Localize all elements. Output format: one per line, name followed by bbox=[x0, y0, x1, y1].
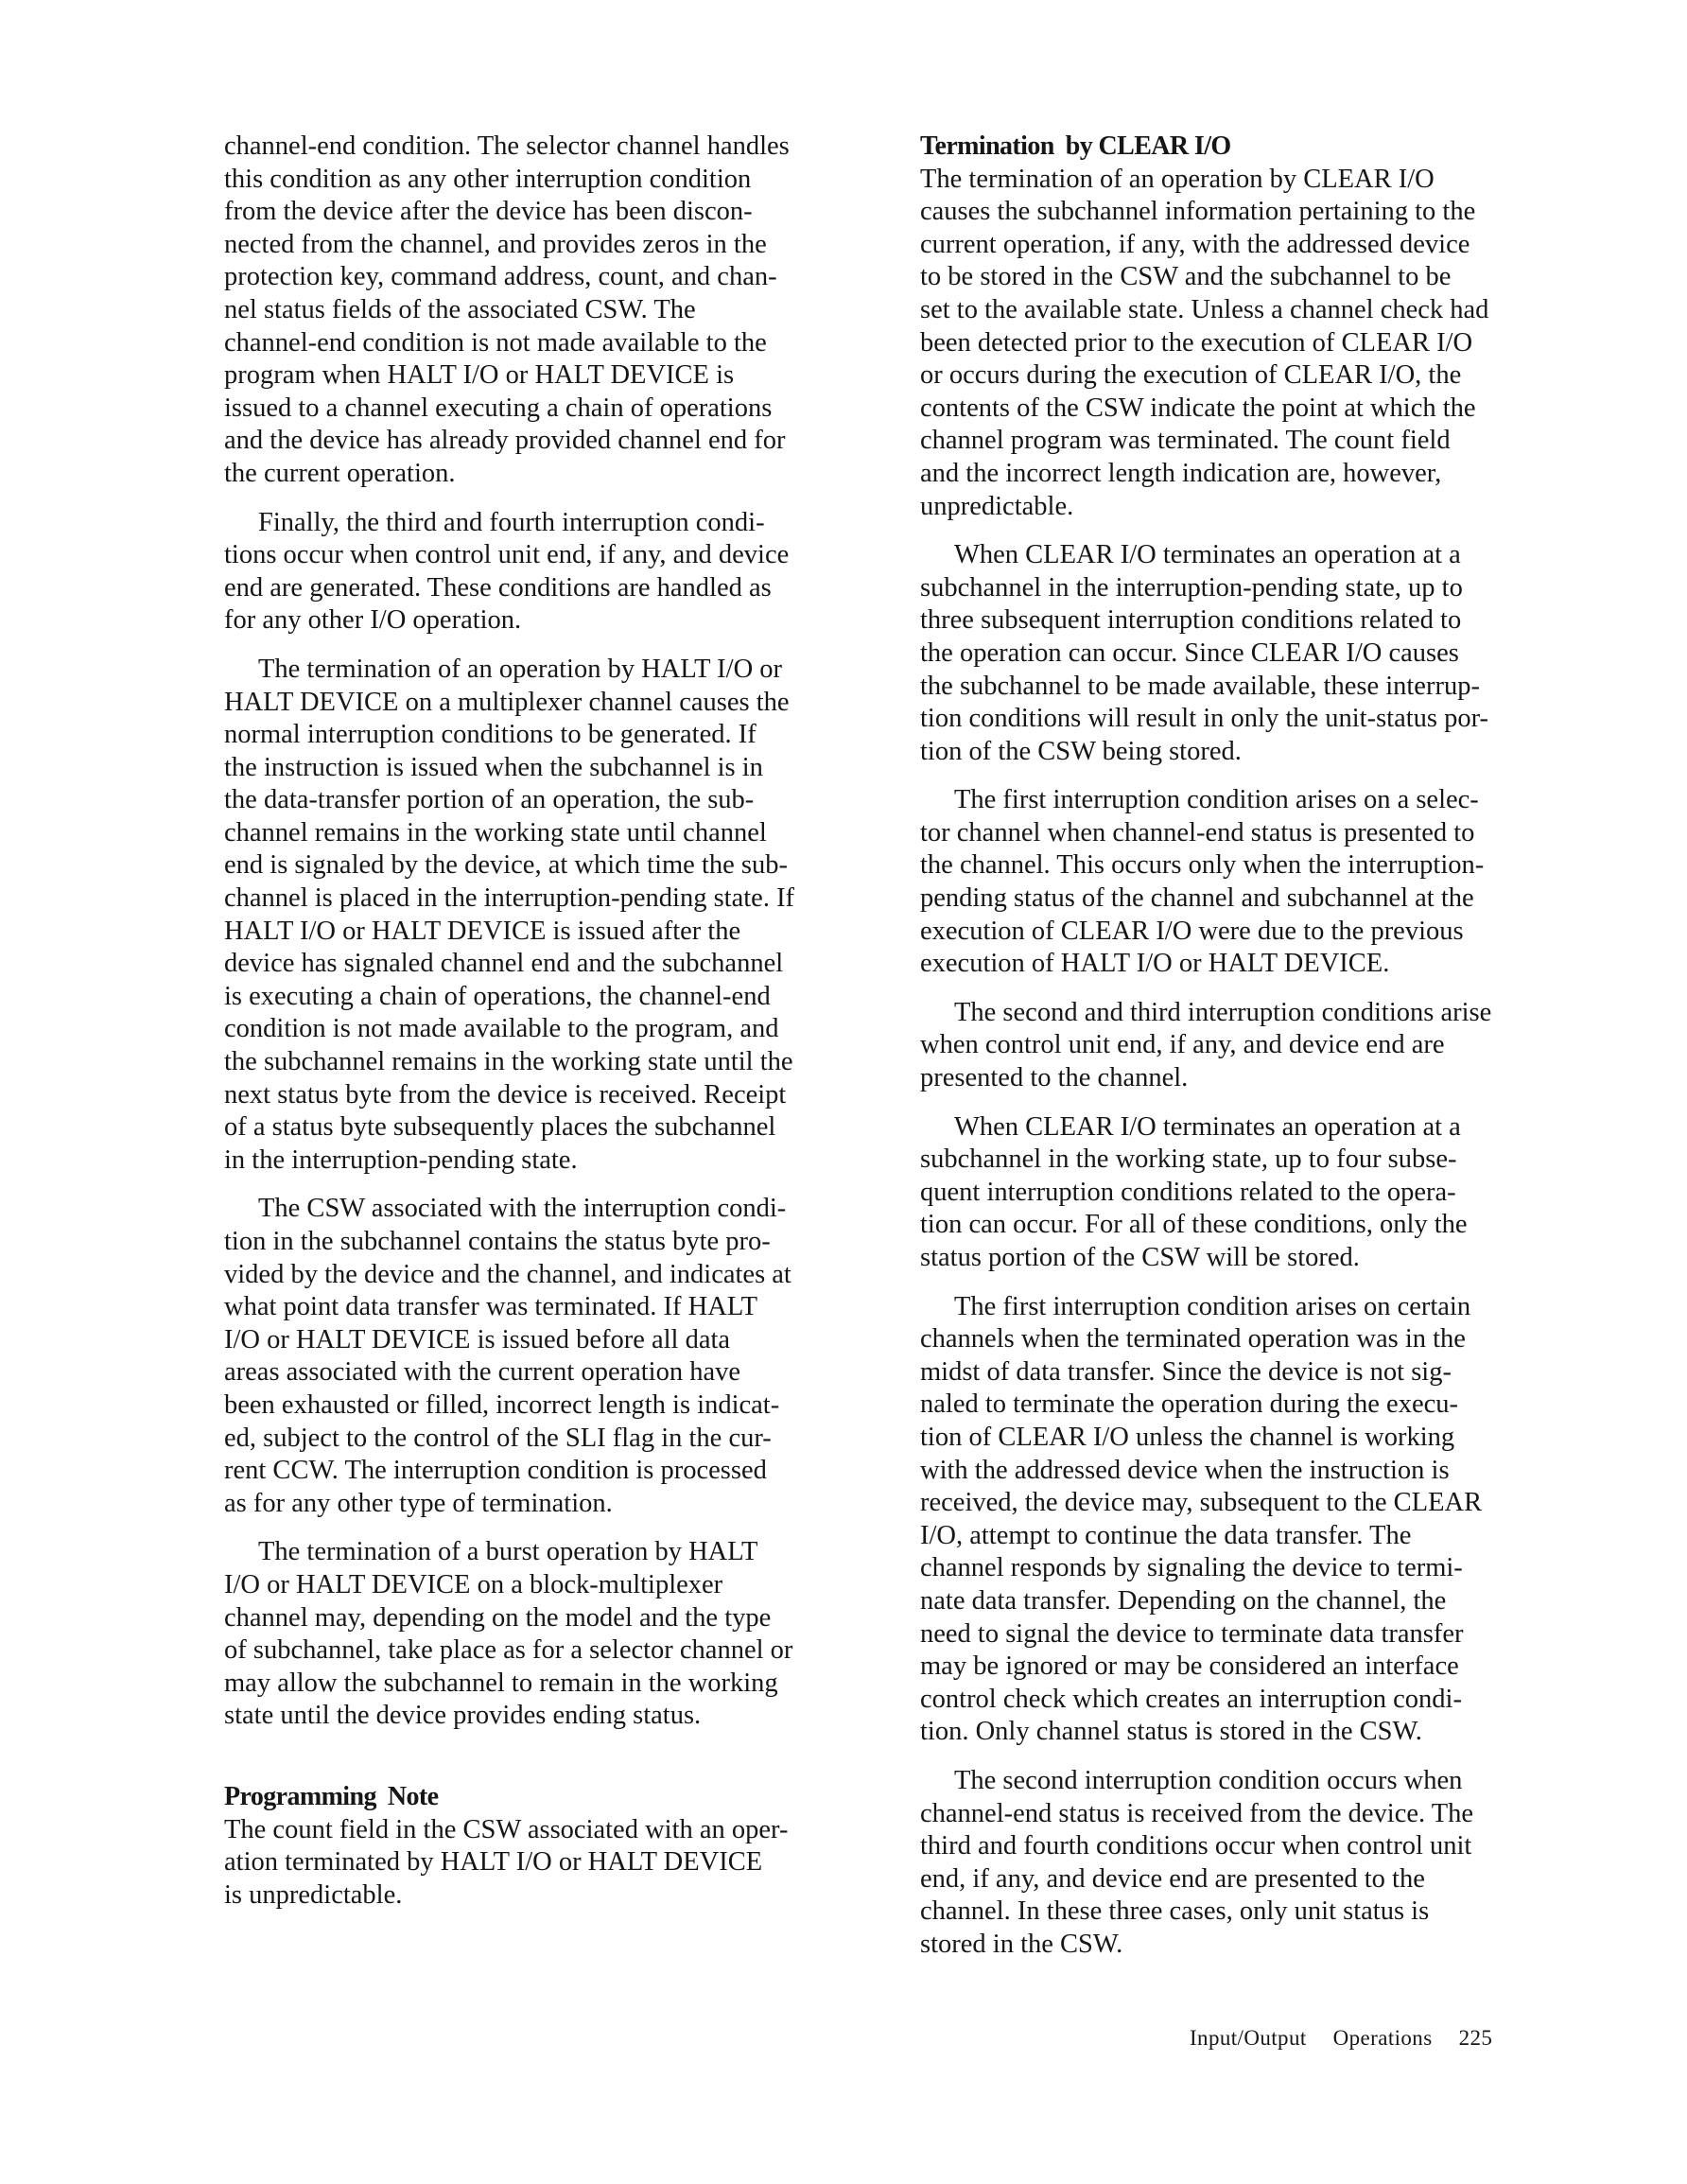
text-line: status portion of the CSW will be stored. bbox=[920, 1243, 1360, 1272]
text-line: been detected prior to the execution of CLEAR I/O bbox=[920, 327, 1473, 358]
text-line: When CLEAR I/O terminates an operation at a bbox=[954, 1111, 1461, 1142]
text-line: channel-end condition is not made available to the bbox=[224, 327, 767, 358]
text-line: current operation, if any, with the addressed device bbox=[920, 229, 1470, 259]
text-line: The second interruption condition occurs when bbox=[954, 1765, 1463, 1795]
text-line: set to the available state. Unless a channel check had bbox=[920, 294, 1489, 324]
text-line: three subsequent interruption conditions related to bbox=[920, 605, 1462, 636]
text-line: the data-transfer portion of an operation, the sub- bbox=[224, 785, 755, 815]
paragraph bbox=[224, 654, 856, 1178]
page-footer bbox=[1190, 2026, 1492, 2051]
text-line: nected from the channel, and provides zeros in the bbox=[224, 229, 767, 259]
text-line: condition is not made available to the program, and bbox=[224, 1014, 779, 1044]
paragraph bbox=[224, 1536, 856, 1733]
text-line: channels when the terminated operation was in the bbox=[920, 1324, 1466, 1354]
text-line: may allow the subchannel to remain in the working bbox=[224, 1668, 778, 1698]
text-line: next status byte from the device is received. Receipt bbox=[224, 1079, 787, 1109]
paragraph bbox=[920, 1765, 1552, 1962]
text-line: channel-end condition. The selector channel handles bbox=[224, 131, 790, 161]
text-line: tion of the CSW being stored. bbox=[920, 736, 1242, 766]
text-line: I/O or HALT DEVICE on a block-multiplexer bbox=[224, 1569, 723, 1599]
text-line: normal interruption conditions to be generated. If bbox=[224, 720, 757, 750]
paragraph bbox=[920, 1291, 1552, 1749]
text-line: as for any other type of termination. bbox=[224, 1488, 613, 1518]
text-line: the current operation. bbox=[224, 458, 456, 488]
text-line: ation terminated by HALT I/O or HALT DEVICE bbox=[224, 1847, 763, 1878]
text-line: tion in the subchannel contains the status byte pro- bbox=[224, 1227, 771, 1256]
text-line: vided by the device and the channel, and indicates at bbox=[224, 1259, 791, 1289]
text-line: quent interruption conditions related to the opera- bbox=[920, 1177, 1456, 1207]
text-line: channel-end status is received from the device. The bbox=[920, 1798, 1474, 1828]
paragraph bbox=[920, 1111, 1552, 1275]
text-line: tion. Only channel status is stored in the CSW. bbox=[920, 1717, 1422, 1747]
text-line: third and fourth conditions occur when control unit bbox=[920, 1831, 1472, 1861]
text-line: state until the device provides ending status. bbox=[224, 1701, 702, 1731]
text-line: the operation can occur. Since CLEAR I/O causes bbox=[920, 638, 1459, 668]
text-line: tion can occur. For all of these conditions, only the bbox=[920, 1210, 1468, 1240]
text-line: I/O, attempt to continue the data transfer. The bbox=[920, 1520, 1412, 1550]
text-line: areas associated with the current operation have bbox=[224, 1357, 741, 1388]
text-line: tions occur when control unit end, if any, and device bbox=[224, 540, 790, 570]
text-line: of subchannel, take place as for a selector channel or bbox=[224, 1635, 793, 1666]
text-line: presented to the channel. bbox=[920, 1063, 1189, 1093]
text-line: is unpredictable. bbox=[224, 1879, 403, 1910]
text-line: in the interruption-pending state. bbox=[224, 1144, 578, 1175]
text-line: pending status of the channel and subchannel at the bbox=[920, 883, 1474, 914]
paragraph bbox=[920, 784, 1552, 981]
footer-section-title-part1: Input/Output bbox=[1190, 2026, 1307, 2050]
text-line: what point data transfer was terminated. If HALT bbox=[224, 1292, 758, 1322]
text-line: subchannel in the interruption-pending state, up to bbox=[920, 572, 1463, 603]
text-line: the instruction is issued when the subchannel is in bbox=[224, 752, 763, 782]
text-line: channel is placed in the interruption-pending state. If bbox=[224, 883, 795, 914]
section-heading-part2: by CLEAR I/O bbox=[1065, 131, 1231, 161]
left-column bbox=[224, 131, 856, 1928]
text-line: The termination of an operation by HALT I/O or bbox=[258, 654, 783, 684]
text-line: channel remains in the working state until channel bbox=[224, 817, 767, 847]
text-line: The first interruption condition arises on certain bbox=[954, 1291, 1471, 1321]
text-line: for any other I/O operation. bbox=[224, 605, 522, 636]
text-line: program when HALT I/O or HALT DEVICE is bbox=[224, 360, 735, 391]
text-line: rent CCW. The interruption condition is processed bbox=[224, 1456, 767, 1486]
text-line: tion of CLEAR I/O unless the channel is working bbox=[920, 1422, 1455, 1452]
text-line: tion conditions will result in only the unit-status por- bbox=[920, 704, 1489, 734]
text-line: HALT DEVICE on a multiplexer channel causes the bbox=[224, 687, 790, 717]
text-line: this condition as any other interruption condition bbox=[224, 164, 752, 194]
text-line: from the device after the device has been discon- bbox=[224, 197, 753, 227]
page-number: 225 bbox=[1458, 2026, 1493, 2050]
text-line: stored in the CSW. bbox=[920, 1929, 1123, 1959]
text-line: unpredictable. bbox=[920, 491, 1074, 521]
text-line: The count field in the CSW associated with an oper- bbox=[224, 1814, 789, 1844]
text-line: end, if any, and device end are presented to the bbox=[920, 1863, 1425, 1894]
programming-note-heading-part2: Note bbox=[387, 1781, 439, 1811]
text-line: HALT I/O or HALT DEVICE is issued after the bbox=[224, 916, 741, 946]
text-line: execution of CLEAR I/O were due to the previous bbox=[920, 916, 1464, 946]
section-heading-part1: Termination bbox=[920, 131, 1054, 161]
text-line: protection key, command address, count, and chan- bbox=[224, 262, 777, 292]
right-column bbox=[920, 131, 1552, 1977]
text-line: The first interruption condition arises on a selec- bbox=[954, 785, 1479, 815]
text-line: ed, subject to the control of the SLI flag in the cur- bbox=[224, 1423, 772, 1453]
paragraph bbox=[224, 131, 856, 491]
text-line: channel program was terminated. The count field bbox=[920, 426, 1451, 456]
text-line: the channel. This occurs only when the interruption- bbox=[920, 850, 1485, 881]
text-line: When CLEAR I/O terminates an operation at a bbox=[954, 540, 1461, 570]
text-line: tor channel when channel-end status is presented to bbox=[920, 817, 1475, 847]
text-line: channel. In these three cases, only unit status is bbox=[920, 1896, 1430, 1927]
text-line: naled to terminate the operation during the execu- bbox=[920, 1389, 1458, 1420]
text-line: device has signaled channel end and the subchannel bbox=[224, 949, 784, 979]
section-heading bbox=[920, 131, 1552, 164]
text-line: been exhausted or filled, incorrect length is indicat- bbox=[224, 1389, 780, 1420]
section-spacer bbox=[224, 1749, 856, 1781]
text-line: end is signaled by the device, at which time the sub- bbox=[224, 850, 788, 881]
text-line: The CSW associated with the interruption condi- bbox=[258, 1194, 787, 1224]
text-line: and the incorrect length indication are, however, bbox=[920, 458, 1442, 488]
paragraph bbox=[920, 539, 1552, 768]
paragraph bbox=[920, 997, 1552, 1095]
text-line: channel may, depending on the model and the type bbox=[224, 1602, 772, 1633]
programming-note bbox=[224, 1781, 856, 1912]
text-line: nel status fields of the associated CSW. The bbox=[224, 294, 696, 324]
paragraph bbox=[224, 1193, 856, 1520]
text-line: is executing a chain of operations, the channel-end bbox=[224, 981, 771, 1011]
text-line: end are generated. These conditions are handled as bbox=[224, 572, 772, 603]
text-line: with the addressed device when the instruction is bbox=[920, 1455, 1450, 1485]
text-line: The termination of a burst operation by HALT bbox=[258, 1537, 758, 1567]
text-line: the subchannel remains in the working state until the bbox=[224, 1047, 793, 1077]
paragraph bbox=[224, 507, 856, 638]
text-line: nate data transfer. Depending on the channel, the bbox=[920, 1585, 1447, 1616]
text-line: The second and third interruption conditions arise bbox=[954, 997, 1492, 1027]
text-line: Finally, the third and fourth interruption condi- bbox=[258, 507, 765, 537]
text-line: The termination of an operation by CLEAR I/O bbox=[920, 164, 1435, 194]
text-line: of a status byte subsequently places the subchannel bbox=[224, 1112, 776, 1143]
text-line: or occurs during the execution of CLEAR I/O, the bbox=[920, 360, 1462, 391]
text-line: and the device has already provided channel end for bbox=[224, 426, 786, 456]
text-line: to be stored in the CSW and the subchannel to be bbox=[920, 262, 1452, 292]
text-line: channel responds by signaling the device to termi- bbox=[920, 1553, 1463, 1583]
programming-note-heading bbox=[224, 1781, 856, 1814]
text-line: I/O or HALT DEVICE is issued before all data bbox=[224, 1324, 731, 1354]
text-line: contents of the CSW indicate the point at which the bbox=[920, 393, 1476, 423]
text-line: causes the subchannel information pertaining to the bbox=[920, 197, 1476, 227]
footer-section-title-part2: Operations bbox=[1332, 2026, 1433, 2050]
clear-io-section bbox=[920, 131, 1552, 523]
text-line: issued to a channel executing a chain of operations bbox=[224, 393, 773, 423]
text-line: subchannel in the working state, up to four subse- bbox=[920, 1144, 1457, 1175]
text-line: when control unit end, if any, and device end are bbox=[920, 1030, 1445, 1060]
text-line: control check which creates an interruption condi- bbox=[920, 1684, 1462, 1714]
text-line: midst of data transfer. Since the device is not sig- bbox=[920, 1356, 1452, 1387]
text-line: received, the device may, subsequent to the CLEAR bbox=[920, 1488, 1483, 1518]
programming-note-heading-part1: Programming bbox=[224, 1781, 376, 1811]
text-line: need to signal the device to terminate data transfer bbox=[920, 1618, 1464, 1649]
text-line: execution of HALT I/O or HALT DEVICE. bbox=[920, 949, 1390, 979]
text-line: the subchannel to be made available, these interrup- bbox=[920, 671, 1480, 701]
text-line: may be ignored or may be considered an interface bbox=[920, 1651, 1459, 1682]
